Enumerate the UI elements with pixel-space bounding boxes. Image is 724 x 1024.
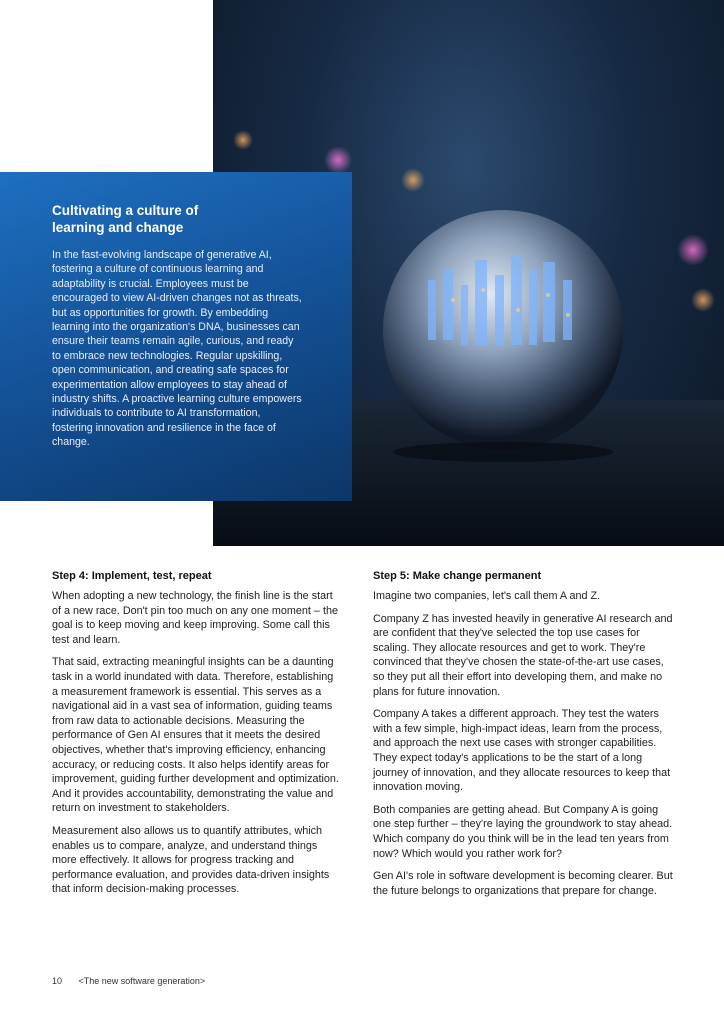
callout-body: In the fast-evolving landscape of generative AI, fostering a culture of continuous learning and adaptability is crucial. Employees must be encouraged to view AI-driven changes not as threats, but as opportunities for growth. By embedding learning into the organization's DNA, businesses can ensure their teams remain agile, curious, and ready to embrace new technologies. Regular upskilling, open communication, and creating safe spaces for experimentation allow employees to stay ahead of industry shifts. A proactive learning culture empowers individuals to contribute to AI transformation, fostering innovation and resilience in the face of change. [52, 249, 302, 449]
page-number: 10 [52, 976, 63, 986]
step-4-paragraph-3: Measurement also allows us to quantify attributes, which enables us to compare, analyze, and understand things more effectively. It allows for progress tracking and performance evaluation, and provides data-driven insights that inform decision-making processes. [52, 824, 330, 896]
step-4-paragraph-1: When adopting a new technology, the finish line is the start of a new race. Don't pin too much on any one moment – the goal is to keep moving and keep improving. Some call this test and learn. [52, 590, 338, 646]
right-column [373, 569, 673, 906]
step-5-paragraph-1: Imagine two companies, let's call them A and Z. [373, 590, 601, 602]
callout-title: Cultivating a culture of learning and change [52, 203, 199, 235]
publication-title: <The new software generation> [78, 976, 206, 986]
step-5-paragraph-2: Company Z has invested heavily in generative AI research and are confident that they've selected the top use cases for scaling. They allocate resources and get to work. They're convinced that they've chosen the state-of-the-art use cases, so they put all their effort into developing them, and make no plans for future innovation. [373, 612, 673, 698]
culture-callout-box [0, 172, 352, 501]
step-4-paragraph-2: That said, extracting meaningful insights can be a daunting task in a world inundated with data. Therefore, establishing a measurement framework is essential. This serves as a navigational aid in a vast sea of information, guiding teams from raw data to actionable decisions. Measuring the performance of Gen AI ensures that it meets the desired objectives, whether that's improving efficiency, enhancing accuracy, or reducing costs. It also helps identify areas for improvement, guiding further development and optimization. And it provides accountability, demonstrating the value and return on investment to stakeholders. [52, 656, 339, 815]
step-4-heading: Step 4: Implement, test, repeat [52, 570, 212, 582]
left-column [52, 569, 342, 905]
step-5-paragraph-4: Both companies are getting ahead. But Company A is going one step further – they're laying the groundwork to stay ahead. Which company do you think will be in the lead ten years from now? Which would you rather work for? [373, 803, 673, 860]
step-5-paragraph-3: Company A takes a different approach. They test the waters with a few simple, high-impact ideas, learn from the process, and approach the next use cases with stronger capabilities. They expect today's applications to be the start of a long journey of innovation, and they allocate resources to keep that innovation moving. [373, 708, 671, 794]
step-5-heading: Step 5: Make change permanent [373, 570, 542, 582]
step-5-paragraph-5: Gen AI's role in software development is becoming clearer. But the future belongs to organizations that prepare for change. [373, 870, 673, 897]
page-footer [52, 976, 205, 986]
